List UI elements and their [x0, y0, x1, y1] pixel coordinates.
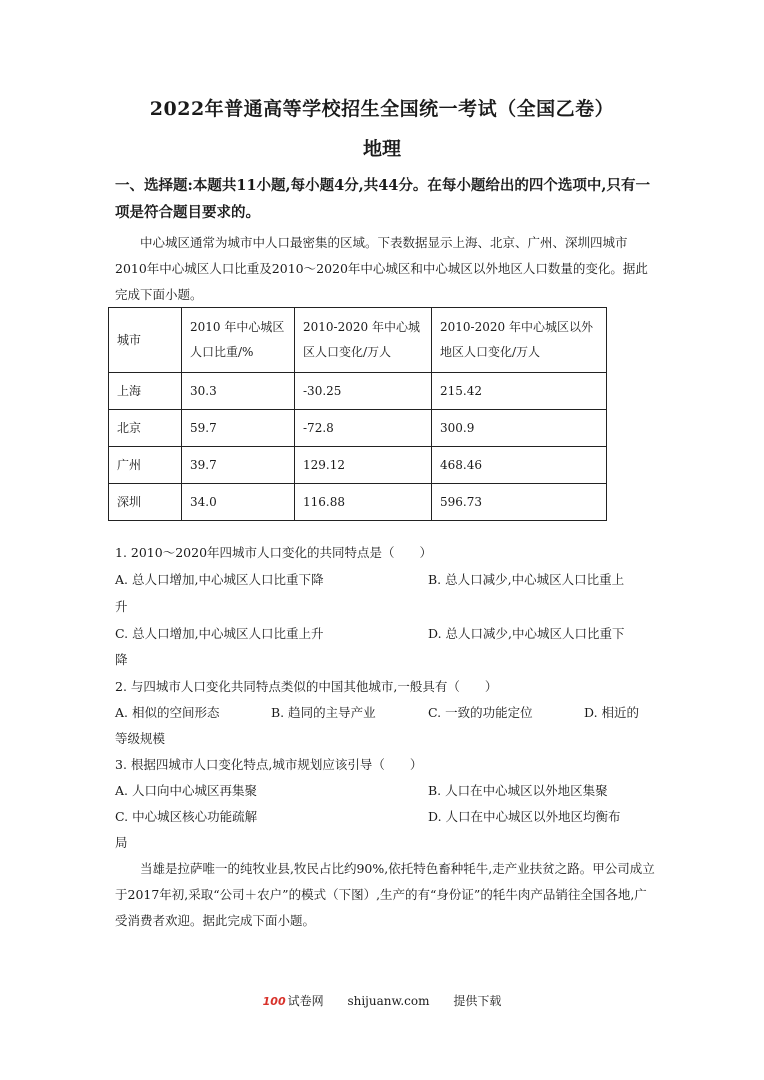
table-cell: 34.0 [182, 484, 295, 521]
question-2-option-a: A. 相似的空间形态 [115, 705, 220, 720]
table-header-cell: 2010-2020 年中心城区以外地区人口变化/万人 [432, 308, 607, 373]
brand-logo-icon: 100 [262, 995, 286, 1008]
question-3-option-d-wrap: 局 [115, 835, 128, 850]
question-1-option-b-wrap: 升 [115, 599, 128, 614]
table-cell: -72.8 [295, 410, 432, 447]
table-cell: -30.25 [295, 373, 432, 410]
question-3-option-a: A. 人口向中心城区再集聚 [115, 783, 257, 798]
table-header-cell: 城市 [109, 308, 182, 373]
intro-passage-2 [115, 856, 655, 934]
table-row [109, 410, 607, 447]
table-cell: 广州 [109, 447, 182, 484]
question-2-option-d-wrap: 等级规模 [115, 731, 166, 746]
question-3-option-d: D. 人口在中心城区以外地区均衡布 [428, 809, 621, 824]
question-1-option-d: D. 总人口减少,中心城区人口比重下 [428, 626, 625, 641]
question-1-option-c: C. 总人口增加,中心城区人口比重上升 [115, 626, 324, 641]
question-1-option-a: A. 总人口增加,中心城区人口比重下降 [115, 572, 324, 587]
population-table [108, 307, 607, 521]
page-footer [0, 992, 764, 1009]
question-2-option-b: B. 趋同的主导产业 [271, 705, 376, 720]
table-cell: 北京 [109, 410, 182, 447]
table-cell: 深圳 [109, 484, 182, 521]
question-2-option-c: C. 一致的功能定位 [428, 705, 533, 720]
question-1-option-d-wrap: 降 [115, 652, 128, 667]
table-cell: 59.7 [182, 410, 295, 447]
table-header-cell: 2010-2020 年中心城区人口变化/万人 [295, 308, 432, 373]
table-cell: 468.46 [432, 447, 607, 484]
question-3-option-c: C. 中心城区核心功能疏解 [115, 809, 258, 824]
question-3-stem: 3. 根据四城市人口变化特点,城市规划应该引导（ ） [115, 757, 423, 772]
question-3-option-b: B. 人口在中心城区以外地区集聚 [428, 783, 608, 798]
question-2-stem: 2. 与四城市人口变化共同特点类似的中国其他城市,一般具有（ ） [115, 679, 498, 694]
table-row [109, 484, 607, 521]
question-2-option-d: D. 相近的 [584, 705, 640, 720]
table-cell: 300.9 [432, 410, 607, 447]
table-cell: 596.73 [432, 484, 607, 521]
intro-text-1: 中心城区通常为城市中人口最密集的区域。下表数据显示上海、北京、广州、深圳四城市2010年中心城区人口比重及2010～2020年中心城区和中心城区以外地区人口数量的变化。据此完成下面小题。 [115, 235, 648, 302]
intro-passage-1 [115, 230, 655, 308]
table-cell: 30.3 [182, 373, 295, 410]
exam-title: 2022年普通高等学校招生全国统一考试（全国乙卷） [149, 98, 615, 120]
footer-brand [263, 994, 324, 1008]
table-cell: 215.42 [432, 373, 607, 410]
table-cell: 39.7 [182, 447, 295, 484]
table-cell: 上海 [109, 373, 182, 410]
table-row [109, 373, 607, 410]
table-row [109, 447, 607, 484]
footer-site-name: 试卷网 [287, 994, 324, 1008]
footer-download-text: 提供下载 [453, 994, 502, 1008]
table-header-cell: 2010 年中心城区人口比重/% [182, 308, 295, 373]
question-1-stem: 1. 2010～2020年四城市人口变化的共同特点是（ ） [115, 545, 433, 560]
intro-text-2: 当雄是拉萨唯一的纯牧业县,牧民占比约90%,依托特色畜种牦牛,走产业扶贫之路。甲公司成立于2017年初,采取“公司＋农户”的模式（下图）,生产的有“身份证”的牦牛肉产品销往全国各地,广受消费者欢迎。据此完成下面小题。 [115, 861, 655, 928]
section-heading: 一、选择题:本题共11小题,每小题4分,共44分。在每小题给出的四个选项中,只有一项是符合题目要求的。 [115, 177, 650, 221]
subject-title: 地理 [362, 138, 401, 160]
table-cell: 116.88 [295, 484, 432, 521]
table-cell: 129.12 [295, 447, 432, 484]
footer-domain-link[interactable]: shijuanw.com [347, 994, 430, 1008]
table-header-row [109, 308, 607, 373]
question-1-option-b: B. 总人口减少,中心城区人口比重上 [428, 572, 625, 587]
